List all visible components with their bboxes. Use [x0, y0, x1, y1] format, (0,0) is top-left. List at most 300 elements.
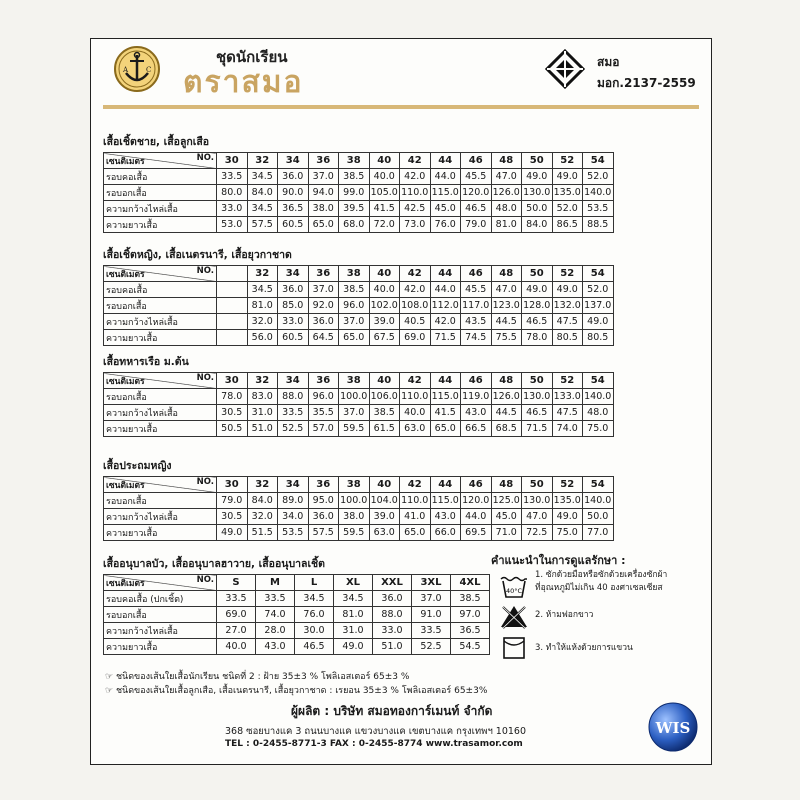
table-cell: 47.5 [552, 314, 583, 330]
table-cell: 102.0 [369, 298, 400, 314]
table-cell: 110.0 [400, 389, 431, 405]
table-cell: 40.0 [369, 282, 400, 298]
row-label: รอบอกเสื้อ [104, 493, 217, 509]
brand-name: ตราสมอ [183, 65, 304, 100]
header-corner [104, 373, 217, 389]
table-cell: 40.0 [217, 639, 256, 655]
table-cell: 108.0 [400, 298, 431, 314]
no-label: NO. [196, 266, 214, 276]
size-header-cell: 30 [217, 373, 248, 389]
row-label: ความกว้างไหล่เสื้อ [104, 509, 217, 525]
table-cell: 117.0 [461, 298, 492, 314]
divider [103, 105, 699, 109]
table-cell: 128.0 [522, 298, 553, 314]
size-header-cell: XXL [373, 575, 412, 591]
table-cell: 52.5 [278, 421, 309, 437]
size-header-cell: 36 [308, 477, 339, 493]
table-cell: 74.0 [256, 607, 295, 623]
table-cell: 92.0 [308, 298, 339, 314]
table-cell: 37.0 [339, 405, 370, 421]
section-title: เสื้อเชิ้ตหญิง, เสื้อเนตรนารี, เสื้อยุวกาชาด [103, 249, 292, 261]
size-header-cell: 42 [400, 153, 431, 169]
table-cell: 41.0 [400, 509, 431, 525]
table-cell: 36.5 [451, 623, 490, 639]
brand-subtitle: ชุดนักเรียน [216, 48, 288, 66]
table-cell: 49.0 [522, 282, 553, 298]
size-table [103, 574, 490, 655]
table-cell: 31.0 [247, 405, 278, 421]
table-cell: 110.0 [400, 493, 431, 509]
table-cell: 125.0 [491, 493, 522, 509]
section-kindergarten [103, 557, 490, 655]
size-chart-sheet [90, 38, 712, 765]
size-table [103, 372, 614, 437]
table-cell: 40.0 [369, 169, 400, 185]
table-cell: 38.0 [308, 201, 339, 217]
table-cell: 40.0 [400, 405, 431, 421]
table-cell: 132.0 [552, 298, 583, 314]
table-cell: 89.0 [278, 493, 309, 509]
size-table [103, 152, 614, 233]
table-row [104, 330, 614, 346]
size-header-cell: 48 [491, 373, 522, 389]
table-cell: 56.0 [247, 330, 278, 346]
table-cell: 43.0 [430, 509, 461, 525]
table-cell: 115.0 [430, 185, 461, 201]
table-cell: 38.5 [339, 169, 370, 185]
unit-label: เซนติเมตร [106, 377, 145, 387]
table-cell: 130.0 [522, 493, 553, 509]
table-cell: 81.0 [491, 217, 522, 233]
header-corner [104, 575, 217, 591]
size-header-cell: 3XL [412, 575, 451, 591]
no-label: NO. [196, 153, 214, 163]
table-cell: 35.5 [308, 405, 339, 421]
table-cell: 81.0 [247, 298, 278, 314]
table-cell: 43.0 [256, 639, 295, 655]
table-cell: 33.0 [217, 201, 248, 217]
table-cell: 90.0 [278, 185, 309, 201]
table-cell: 45.0 [491, 509, 522, 525]
size-header-cell: XL [334, 575, 373, 591]
table-cell: 49.0 [334, 639, 373, 655]
no-label: NO. [196, 373, 214, 383]
size-header-cell: 34 [278, 153, 309, 169]
table-cell: 68.0 [339, 217, 370, 233]
table-cell: 126.0 [491, 185, 522, 201]
table-row [104, 623, 490, 639]
table-cell [217, 282, 248, 298]
table-cell: 42.0 [400, 169, 431, 185]
table-cell: 95.0 [308, 493, 339, 509]
table-cell: 80.0 [217, 185, 248, 201]
table-cell: 31.0 [334, 623, 373, 639]
section-primary-girls [103, 459, 614, 541]
table-cell: 27.0 [217, 623, 256, 639]
size-header-cell: 48 [491, 266, 522, 282]
size-header-cell: 52 [552, 153, 583, 169]
table-cell: 123.0 [491, 298, 522, 314]
table-cell: 53.5 [583, 201, 614, 217]
size-header-cell: M [256, 575, 295, 591]
table-cell: 133.0 [552, 389, 583, 405]
table-row [104, 639, 490, 655]
table-cell: 44.0 [461, 509, 492, 525]
table-cell [217, 298, 248, 314]
table-cell: 39.0 [369, 509, 400, 525]
size-header-cell: 38 [339, 266, 370, 282]
table-cell: 47.0 [491, 282, 522, 298]
table-row [104, 201, 614, 217]
care-instructions [491, 551, 701, 653]
no-bleach-icon [499, 603, 529, 629]
line-dry-icon [499, 635, 529, 661]
size-header-cell: S [217, 575, 256, 591]
table-cell: 41.5 [430, 405, 461, 421]
table-cell: 34.0 [278, 509, 309, 525]
note-text: ชนิดของเส้นใยเสื้อนักเรียน ชนิดที่ 2 : ฝ้าย 35±3 % โพลิเอสเตอร์ 65±3 % [115, 672, 410, 682]
row-label: ความกว้างไหล่เสื้อ [104, 314, 217, 330]
table-cell: 79.0 [461, 217, 492, 233]
row-label: ความยาวเสื้อ [104, 639, 217, 655]
table-cell: 66.5 [461, 421, 492, 437]
table-cell: 80.5 [583, 330, 614, 346]
table-cell: 46.5 [295, 639, 334, 655]
table-cell [217, 314, 248, 330]
table-cell: 65.0 [308, 217, 339, 233]
table-row [104, 282, 614, 298]
table-row [104, 405, 614, 421]
table-cell: 78.0 [217, 389, 248, 405]
table-cell: 48.0 [583, 405, 614, 421]
table-cell: 71.5 [430, 330, 461, 346]
size-header-cell: 36 [308, 373, 339, 389]
table-cell: 75.0 [583, 421, 614, 437]
table-cell: 43.5 [461, 314, 492, 330]
anchor-logo-icon [113, 45, 161, 93]
table-cell: 79.0 [217, 493, 248, 509]
table-cell: 47.0 [491, 169, 522, 185]
table-cell: 49.0 [522, 169, 553, 185]
table-cell: 84.0 [522, 217, 553, 233]
table-cell: 69.5 [461, 525, 492, 541]
table-cell: 57.5 [247, 217, 278, 233]
table-cell: 40.5 [400, 314, 431, 330]
size-header-cell: 4XL [451, 575, 490, 591]
size-header-cell: 52 [552, 477, 583, 493]
table-cell: 45.0 [430, 201, 461, 217]
size-table [103, 265, 614, 346]
table-cell: 43.0 [461, 405, 492, 421]
table-row [104, 298, 614, 314]
header [91, 39, 711, 107]
table-cell: 34.5 [247, 169, 278, 185]
row-label: รอบอกเสื้อ [104, 185, 217, 201]
table-cell: 44.5 [491, 405, 522, 421]
table-cell: 77.0 [583, 525, 614, 541]
table-cell: 39.0 [369, 314, 400, 330]
section-navy-shirt [103, 355, 614, 437]
row-label: รอบคอเสื้อ [104, 282, 217, 298]
table-cell: 33.0 [373, 623, 412, 639]
care-text-dry: 3. ทำให้แห้งด้วยการแขวน [535, 643, 633, 653]
size-header-cell: 52 [552, 373, 583, 389]
table-cell: 45.5 [461, 169, 492, 185]
size-header-cell: 38 [339, 477, 370, 493]
table-cell: 59.5 [339, 421, 370, 437]
table-cell: 135.0 [552, 493, 583, 509]
size-header-cell: 42 [400, 266, 431, 282]
table-row [104, 421, 614, 437]
size-header-cell: 40 [369, 266, 400, 282]
table-cell: 78.0 [522, 330, 553, 346]
table-cell: 60.5 [278, 217, 309, 233]
table-cell: 33.5 [217, 591, 256, 607]
wis-badge-text: WIS [655, 719, 691, 737]
row-label: ความกว้างไหล่เสื้อ [104, 201, 217, 217]
table-cell: 32.0 [247, 314, 278, 330]
table-cell: 100.0 [339, 493, 370, 509]
size-header-cell: 34 [278, 373, 309, 389]
size-header-cell: 44 [430, 373, 461, 389]
table-cell: 44.0 [430, 169, 461, 185]
table-cell: 37.0 [339, 314, 370, 330]
table-row [104, 525, 614, 541]
table-cell: 75.5 [491, 330, 522, 346]
size-header-cell: 30 [217, 153, 248, 169]
unit-label: เซนติเมตร [106, 481, 145, 491]
table-cell: 66.0 [430, 525, 461, 541]
table-cell: 140.0 [583, 493, 614, 509]
table-cell: 135.0 [552, 185, 583, 201]
table-header-row [104, 373, 614, 389]
table-cell: 49.0 [217, 525, 248, 541]
table-cell: 41.5 [369, 201, 400, 217]
table-cell: 91.0 [412, 607, 451, 623]
table-cell: 106.0 [369, 389, 400, 405]
table-cell: 119.0 [461, 389, 492, 405]
table-cell: 100.0 [339, 389, 370, 405]
fiber-notes [105, 670, 487, 698]
table-cell: 38.5 [451, 591, 490, 607]
table-cell: 33.5 [217, 169, 248, 185]
svg-text:A: A [123, 66, 129, 74]
header-corner [104, 477, 217, 493]
unit-label: เซนติเมตร [106, 157, 145, 167]
size-header-cell: 40 [369, 153, 400, 169]
table-row [104, 509, 614, 525]
address: 368 ซอยบางแค 3 ถนนบางแค แขวงบางแค เขตบางแค กรุงเทพฯ 10160 [225, 726, 527, 737]
table-cell: 110.0 [400, 185, 431, 201]
table-cell: 59.5 [339, 525, 370, 541]
table-cell: 36.0 [308, 509, 339, 525]
table-cell: 33.0 [278, 314, 309, 330]
size-header-cell: 54 [583, 477, 614, 493]
section-title: เสื้อประถมหญิง [103, 460, 172, 472]
table-row [104, 389, 614, 405]
size-header-cell: 36 [308, 266, 339, 282]
wash-temp-label: 40°C [505, 587, 523, 595]
table-header-row [104, 477, 614, 493]
row-label: ความยาวเสื้อ [104, 421, 217, 437]
table-cell: 84.0 [247, 185, 278, 201]
size-header-cell: L [295, 575, 334, 591]
table-cell: 30.5 [217, 509, 248, 525]
no-label: NO. [196, 477, 214, 487]
table-cell: 36.0 [278, 169, 309, 185]
table-cell: 120.0 [461, 493, 492, 509]
table-cell: 71.5 [522, 421, 553, 437]
table-cell: 83.0 [247, 389, 278, 405]
size-header-cell: 48 [491, 153, 522, 169]
table-cell: 51.0 [373, 639, 412, 655]
table-cell: 32.0 [247, 509, 278, 525]
size-table [103, 476, 614, 541]
table-cell: 38.0 [339, 509, 370, 525]
table-cell: 140.0 [583, 389, 614, 405]
manufacturer: ผู้ผลิต : บริษัท สมอทองการ์เมนท์ จำกัด [291, 704, 493, 718]
table-cell: 48.0 [491, 201, 522, 217]
size-header-cell: 54 [583, 373, 614, 389]
table-cell: 42.0 [400, 282, 431, 298]
size-header-cell: 32 [247, 373, 278, 389]
row-label: รอบอกเสื้อ [104, 298, 217, 314]
table-cell: 137.0 [583, 298, 614, 314]
section-title: เสื้อเชิ้ตชาย, เสื้อลูกเสือ [103, 136, 210, 148]
size-header-cell: 46 [461, 477, 492, 493]
table-cell: 71.0 [491, 525, 522, 541]
table-cell: 37.0 [412, 591, 451, 607]
size-header-cell: 52 [552, 266, 583, 282]
table-cell: 38.5 [339, 282, 370, 298]
table-cell: 63.0 [369, 525, 400, 541]
table-cell: 52.0 [583, 282, 614, 298]
table-cell: 52.5 [412, 639, 451, 655]
table-cell: 85.0 [278, 298, 309, 314]
table-cell: 63.0 [400, 421, 431, 437]
table-cell: 69.0 [400, 330, 431, 346]
table-cell: 60.5 [278, 330, 309, 346]
table-cell: 57.5 [308, 525, 339, 541]
header-corner [104, 266, 217, 282]
table-cell: 49.0 [552, 509, 583, 525]
size-header-cell: 40 [369, 373, 400, 389]
table-row [104, 217, 614, 233]
table-cell: 30.5 [217, 405, 248, 421]
table-cell: 34.5 [247, 201, 278, 217]
table-cell: 94.0 [308, 185, 339, 201]
section-boys-shirt [103, 135, 614, 233]
table-cell: 84.0 [247, 493, 278, 509]
table-cell: 49.0 [552, 282, 583, 298]
table-cell: 34.5 [295, 591, 334, 607]
table-cell: 130.0 [522, 389, 553, 405]
table-cell: 65.0 [339, 330, 370, 346]
table-cell: 88.5 [583, 217, 614, 233]
row-label: ความกว้างไหล่เสื้อ [104, 623, 217, 639]
contact-info: TEL : 0-2455-8771-3 FAX : 0-2455-8774 www.trasamor.com [225, 739, 523, 749]
table-cell: 115.0 [430, 493, 461, 509]
table-cell: 105.0 [369, 185, 400, 201]
care-line: 1. ซักด้วยมือหรือซักด้วยเครื่องซักผ้า [535, 570, 668, 580]
note-text: ชนิดของเส้นใยเสื้อลูกเสือ, เสื้อเนตรนารี, เสื้อยุวกาชาด : เรยอน 35±3 % โพลิเอสเตอร์ 65±3% [115, 686, 488, 696]
table-cell: 57.0 [308, 421, 339, 437]
standard-name: สมอ [597, 55, 620, 69]
table-cell: 44.0 [430, 282, 461, 298]
row-label: รอบอกเสื้อ [104, 389, 217, 405]
table-cell: 74.5 [461, 330, 492, 346]
table-cell: 61.5 [369, 421, 400, 437]
table-cell: 36.0 [278, 282, 309, 298]
table-cell: 96.0 [308, 389, 339, 405]
row-label: รอบคอเสื้อ [104, 169, 217, 185]
table-cell: 46.5 [461, 201, 492, 217]
size-header-cell: 50 [522, 477, 553, 493]
table-cell: 75.0 [552, 525, 583, 541]
size-header-cell: 48 [491, 477, 522, 493]
section-girls-shirt [103, 248, 614, 346]
table-cell: 42.0 [430, 314, 461, 330]
table-cell: 46.5 [522, 405, 553, 421]
table-cell: 51.5 [247, 525, 278, 541]
table-cell: 33.5 [278, 405, 309, 421]
table-cell: 50.0 [522, 201, 553, 217]
row-label: ความยาวเสื้อ [104, 330, 217, 346]
table-cell: 50.5 [217, 421, 248, 437]
table-row [104, 314, 614, 330]
standard-code: มอก.2137-2559 [597, 76, 696, 90]
table-cell: 34.5 [334, 591, 373, 607]
row-label: ความกว้างไหล่เสื้อ [104, 405, 217, 421]
table-cell: 53.5 [278, 525, 309, 541]
table-cell: 72.0 [369, 217, 400, 233]
note-line: ☞ ชนิดของเส้นใยเสื้อนักเรียน ชนิดที่ 2 : ฝ้าย 35±3 % โพลิเอสเตอร์ 65±3 % [105, 672, 410, 682]
table-header-row [104, 266, 614, 282]
table-row [104, 185, 614, 201]
table-cell: 69.0 [217, 607, 256, 623]
care-text-wash [535, 569, 701, 595]
table-cell: 112.0 [430, 298, 461, 314]
size-header-cell: 32 [247, 266, 278, 282]
section-title: เสื้ออนุบาลบัว, เสื้ออนุบาลฮาวาย, เสื้ออนุบาลเชิ้ต [103, 558, 325, 570]
table-cell: 81.0 [334, 607, 373, 623]
table-cell: 38.5 [369, 405, 400, 421]
size-header-cell: 30 [217, 477, 248, 493]
size-header-cell: 46 [461, 153, 492, 169]
size-header-cell: 54 [583, 266, 614, 282]
table-cell: 47.5 [552, 405, 583, 421]
table-cell: 115.0 [430, 389, 461, 405]
table-cell: 54.5 [451, 639, 490, 655]
table-cell: 51.0 [247, 421, 278, 437]
table-header-row [104, 575, 490, 591]
table-cell: 73.0 [400, 217, 431, 233]
table-cell: 49.0 [583, 314, 614, 330]
size-header-cell: 46 [461, 266, 492, 282]
size-header-cell: 44 [430, 266, 461, 282]
size-header-cell: 36 [308, 153, 339, 169]
table-cell: 52.0 [552, 201, 583, 217]
table-cell: 46.5 [522, 314, 553, 330]
size-header-cell: 42 [400, 373, 431, 389]
size-header-cell: 40 [369, 477, 400, 493]
table-cell: 130.0 [522, 185, 553, 201]
size-header-cell: 50 [522, 373, 553, 389]
svg-text:C: C [146, 66, 152, 74]
table-cell: 97.0 [451, 607, 490, 623]
size-header-cell: 34 [278, 477, 309, 493]
table-cell [217, 330, 248, 346]
